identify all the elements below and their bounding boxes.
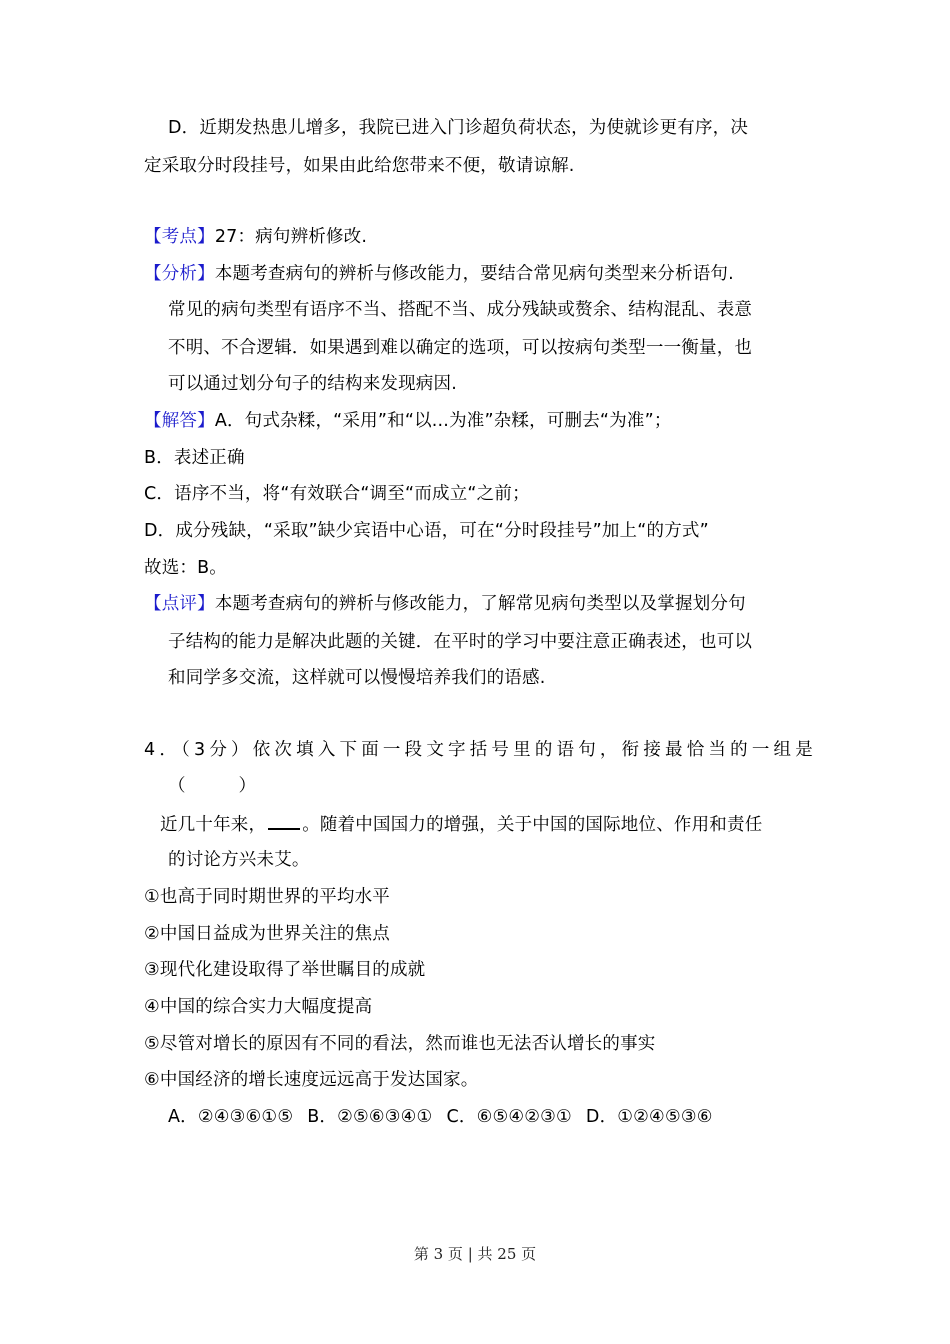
sentence-item-5: ⑤尽管对增长的原因有不同的看法，然而谁也无法否认增长的事实 [144,1034,656,1054]
passage-after: 。随着中国国力的增强，关于中国的国际地位、作用和责任 [302,815,763,835]
page-number-footer: 第 3 页 | 共 25 页 [413,1245,537,1263]
question4-passage-line2: 的讨论方兴未艾。 [168,850,310,870]
jieda-line: D．成分残缺，“采取”缺少宾语中心语，可在“分时段挂号”加上“的方式” [144,521,709,541]
dianping-line: 本题考查病句的辨析与修改能力，了解常见病句类型以及掌握划分句 [214,594,746,614]
dianping-line: 和同学多交流，这样就可以慢慢培养我们的语感. [168,668,546,688]
jieda-line: B．表述正确 [144,448,245,468]
choice-b[interactable]: B．②⑤⑥③④① [307,1107,433,1127]
fenxi-line: 常见的病句类型有语序不当、搭配不当、成分残缺或赘余、结构混乱、表意 [168,300,753,320]
choice-c[interactable]: C．⑥⑤④②③① [446,1107,572,1127]
kaodian-row [144,225,367,249]
fenxi-line: 本题考查病句的辨析与修改能力，要结合常见病句类型来分析语句. [214,264,734,284]
sentence-item-1: ①也高于同时期世界的平均水平 [144,887,390,907]
dianping-row [144,592,746,616]
dianping-tag: 【点评】 [144,594,215,614]
choice-a[interactable]: A．②④③⑥①⑤ [168,1107,294,1127]
kaodian-tag: 【考点】 [144,227,215,247]
answer-choice-line: 故选：B。 [144,558,228,578]
fill-blank[interactable] [268,812,300,830]
jieda-line: C．语序不当，将“有效联合“调至“而成立“之前； [144,484,530,504]
prev-option-d-line1: D．近期发热患儿增多，我院已进入门诊超负荷状态，为使就诊更有序，决 [168,118,749,138]
sentence-item-2: ②中国日益成为世界关注的焦点 [144,924,390,944]
fenxi-tag: 【分析】 [144,264,215,284]
jieda-tag: 【解答】 [144,411,215,431]
jieda-line: A．句式杂糅，“采用”和“以...为准”杂糅，可删去“为准”； [214,411,672,431]
choice-d[interactable]: D．①②④⑤③⑥ [585,1107,713,1127]
sentence-item-4: ④中国的综合实力大幅度提高 [144,997,373,1017]
fenxi-line: 不明、不合逻辑．如果遇到难以确定的选项，可以按病句类型一一衡量，也 [168,338,753,358]
passage-before: 近几十年来， [160,815,267,835]
prev-option-d-line2: 定采取分时段挂号，如果由此给您带来不便，敬请谅解. [144,156,575,176]
sentence-item-3: ③现代化建设取得了举世瞩目的成就 [144,960,426,980]
kaodian-text: 27：病句辨析修改. [214,227,368,247]
question4-stem-line1: 4．（3分）依次填入下面一段文字括号里的语句，衔接最恰当的一组是 [144,740,817,760]
question4-stem-line2: （ ） [168,776,262,796]
fenxi-line: 可以通过划分句子的结构来发现病因. [168,374,457,394]
fenxi-row [144,262,734,286]
dianping-line: 子结构的能力是解决此题的关键．在平时的学习中要注意正确表述，也可以 [168,632,753,652]
question4-passage-line1 [160,812,762,837]
jieda-row [144,409,672,433]
question4-choices [168,1105,727,1129]
sentence-item-6: ⑥中国经济的增长速度远远高于发达国家。 [144,1070,479,1090]
